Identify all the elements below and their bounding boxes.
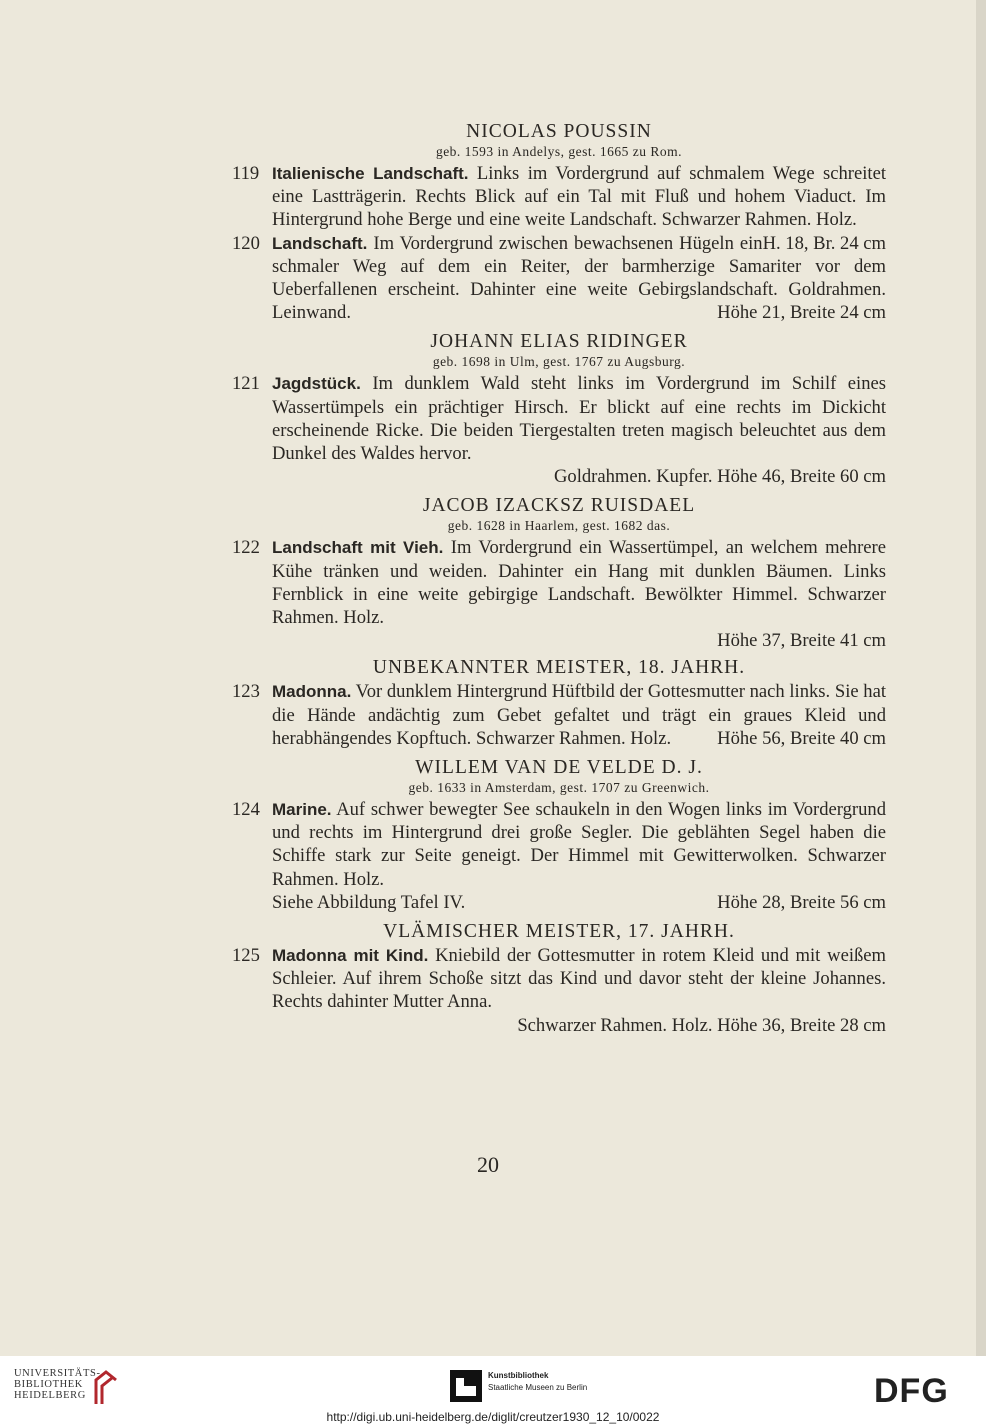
university-library-logo: UNIVERSITÄTS- BIBLIOTHEK HEIDELBERG <box>14 1368 101 1401</box>
entry-number: 123 <box>232 681 260 703</box>
entry-dimensions: Höhe 21, Breite 24 cm <box>717 302 886 324</box>
entry-dimensions: Schwarzer Rahmen. Holz. Höhe 36, Breite 28 cm <box>517 1014 886 1036</box>
artist-heading: JOHANN ELIAS RIDINGER <box>430 331 688 353</box>
catalogue-entry <box>232 536 886 652</box>
artist-heading: VLÄMISCHER MEISTER, 17. JAHRH. <box>383 921 735 943</box>
entry-dimensions: Höhe 37, Breite 41 cm <box>717 630 886 652</box>
artist-bio: geb. 1633 in Amsterdam, gest. 1707 zu Greenwich. <box>408 780 710 796</box>
entry-title: Marine. <box>272 800 332 820</box>
dfg-logo: DFG <box>874 1372 949 1410</box>
entry-dimensions: Höhe 28, Breite 56 cm <box>717 891 886 913</box>
kunstbibliothek-subtitle: Staatliche Museen zu Berlin <box>488 1383 588 1392</box>
entry-number: 122 <box>232 537 260 559</box>
artist-bio: geb. 1698 in Ulm, gest. 1767 zu Augsburg. <box>432 354 686 370</box>
entry-description: Links im Vordergrund auf schmalem Wege schreitet eine Lastträgerin. Rechts Blick auf ein Tal mit Fluß und hohem Viaduct. Im Hintergrund hohe Berge und eine weite Landschaft. Schwarzer Rahmen. Holz. <box>272 163 886 231</box>
entry-number: 125 <box>232 945 260 967</box>
digitization-footer <box>0 1356 986 1426</box>
entry-title: Madonna mit Kind. <box>272 946 429 966</box>
university-mark-icon <box>92 1370 120 1406</box>
artist-heading: WILLEM VAN DE VELDE D. J. <box>415 757 703 779</box>
entry-description: Im Vordergrund ein Wassertümpel, an welchem mehrere Kühe tränken und weiden. Dahinter ein Hang mit dunklen Bäumen. Links Fernblick in eine weite gebirgige Landschaft. Bewölkter Himmel. Schwarzer Rahmen. Holz. <box>272 537 886 629</box>
entry-description: Auf schwer bewegter See schaukeln in den Wogen links im Vordergrund und rechts im Hintergrund drei große Segler. Die geblähten Segel haben die Schiffe stark zur Seite geneigt. Der Himmel mit Gewitterwolken. Schwarzer Rahmen. Holz. <box>272 799 886 890</box>
artist-heading: UNBEKANNTER MEISTER, 18. JAHRH. <box>372 657 746 679</box>
catalogue-entry <box>232 944 886 1037</box>
page-edge <box>976 0 986 1356</box>
kunstbibliothek-name: Kunstbibliothek <box>488 1371 549 1380</box>
artist-heading: JACOB IZACKSZ RUISDAEL <box>422 495 696 517</box>
source-url[interactable]: http://digi.ub.uni-heidelberg.de/diglit/creutzer1930_12_10/0022 <box>326 1410 660 1424</box>
catalogue-entry <box>232 372 886 488</box>
entry-title: Jagdstück. <box>272 374 361 394</box>
artist-heading: NICOLAS POUSSIN <box>466 121 652 142</box>
entry-title: Landschaft. <box>272 233 368 253</box>
entry-footer-line <box>272 891 886 914</box>
kunstbibliothek-logo-icon <box>450 1370 482 1402</box>
page-content <box>232 120 886 1037</box>
entry-description: Kniebild der Gottesmutter in rotem Kleid und mit weißem Schleier. Auf ihrem Schoße sitzt das Kind und davor steht der kleine Johannes. Rechts dahinter Mutter Anna. <box>272 945 886 1013</box>
entry-description: Im Vordergrund zwischen bewachsenen Hügeln ein schmaler Weg auf dem ein Reiter, der barmherzige Samariter vor dem Ueberfallenen erscheint. Dahinter eine weite Gebirgslandschaft. Goldrahmen. Leinwand. <box>272 232 886 324</box>
catalogue-entry <box>232 680 886 750</box>
artist-bio: geb. 1628 in Haarlem, gest. 1682 das. <box>447 518 671 534</box>
entry-description: Im dunklem Wald steht links im Vordergrund im Schilf eines Wassertümpels ein prächtiger Hirsch. Er blickt auf eine rechts im Dickicht erscheinende Ricke. Die beiden Tiergestalten treten magisch beleuchtet aus dem Dunkel des Waldes hervor. <box>272 373 887 465</box>
kunstbibliothek-label <box>488 1370 587 1394</box>
entry-number: 121 <box>232 373 260 395</box>
entry-note: Siehe Abbildung Tafel IV. <box>272 891 466 913</box>
entry-description: Vor dunklem Hintergrund Hüftbild der Gottesmutter nach links. Sie hat die Hände andächtig zum Gebet gefaltet und trägt ein graues Kleid und herabhängendes Kopftuch. Schwarzer Rahmen. Holz. <box>272 681 886 749</box>
entry-number: 124 <box>232 799 260 821</box>
entry-title: Landschaft mit Vieh. <box>272 538 444 558</box>
entry-title: Italienische Landschaft. <box>272 164 469 183</box>
entry-dimensions: Höhe 56, Breite 40 cm <box>717 727 886 749</box>
catalogue-entry <box>232 232 886 325</box>
artist-bio: geb. 1593 in Andelys, gest. 1665 zu Rom. <box>435 144 683 159</box>
catalogue-entry <box>232 798 886 914</box>
entry-number: 120 <box>232 232 260 254</box>
entry-dimensions: H. 18, Br. 24 cm <box>762 232 886 254</box>
entry-dimensions: Goldrahmen. Kupfer. Höhe 46, Breite 60 cm <box>553 466 886 488</box>
page-number: 20 <box>477 1152 499 1177</box>
entry-number: 119 <box>232 163 260 184</box>
entry-title: Madonna. <box>272 682 352 702</box>
